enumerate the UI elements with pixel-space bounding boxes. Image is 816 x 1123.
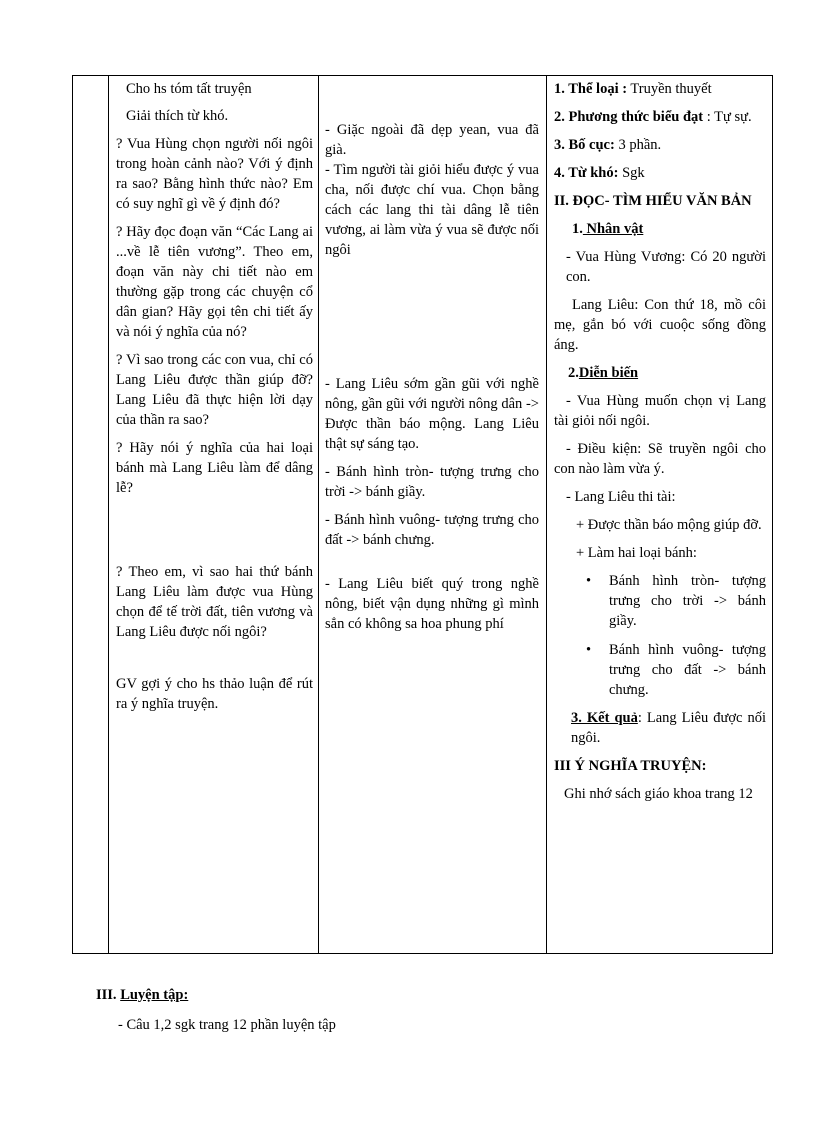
question-3: ? Vì sao trong các con vua, chỉ có Lang Liêu được thần giúp đỡ? Lang Liêu đã thực hiện lời dạy của thần ra sao? <box>116 352 313 428</box>
teacher-activity-column <box>109 76 319 954</box>
question-1: ? Vua Hùng chọn người nối ngôi trong hoàn cảnh nào? Với ý định ra sao? Bằng hình thức nào? Em có suy nghĩ gì về ý định đó? <box>116 136 313 212</box>
question-4: ? Hãy nói ý nghĩa của hai loại bánh mà Lang Liêu làm để dâng lễ? <box>116 440 313 496</box>
practice-section <box>96 985 776 1035</box>
characters-heading: 1. Nhân vật <box>572 221 644 237</box>
answer-5: - Bánh hình vuông- tượng trưng cho đất -> bánh chưng. <box>325 512 539 548</box>
cake-list-item: • Bánh hình vuông- tượng trưng cho đất -> bánh chưng. <box>586 642 766 698</box>
activity-vocab: Giải thích từ khó. <box>126 108 229 124</box>
activity-summary: Cho hs tóm tất truyện <box>126 81 252 97</box>
question-2: ? Hãy đọc đoạn văn “Các Lang ai ...về lễ tiên vương”. Theo em, đoạn văn này chi tiết nào em thường gặp trong các chuyện cổ dân gian? Hãy gọi tên chi tiết ấy và nói ý nghĩa của nó? <box>116 224 313 340</box>
events-line-3: - Lang Liêu thi tài: <box>566 489 676 505</box>
events-line-4: + Được thần báo mộng giúp đỡ. <box>576 517 762 533</box>
blank-column <box>73 76 109 954</box>
events-line-2: - Điều kiện: Sẽ truyền ngôi cho con nào làm vừa ý. <box>554 441 766 477</box>
practice-line: - Câu 1,2 sgk trang 12 phần luyện tập <box>118 1017 336 1033</box>
structure-line: 3. Bố cục: 3 phần. <box>554 137 662 153</box>
section-3-text: Ghi nhớ sách giáo khoa trang 12 <box>564 786 753 802</box>
events-heading: 2.Diễn biến <box>568 365 639 381</box>
cake-list <box>554 571 766 700</box>
practice-heading: III. Luyện tập: <box>96 987 189 1003</box>
characters-line-2: Lang Liêu: Con thứ 18, mồ côi mẹ, gắn bó với cuoộc sống đồng áng. <box>554 297 766 353</box>
vocab-line: 4. Từ khó: Sgk <box>554 165 645 181</box>
content-column <box>547 76 773 954</box>
answer-4: - Bánh hình tròn- tượng trưng cho trời -> bánh giầy. <box>325 464 539 500</box>
answer-1: - Giặc ngoài đã dẹp yean, vua đã già. <box>325 122 539 158</box>
genre-line: 1. Thể loại : Truyền thuyết <box>554 81 712 97</box>
events-line-1: - Vua Hùng muốn chọn vị Lang tài giỏi nối ngôi. <box>554 393 766 429</box>
answer-3: - Lang Liêu sớm gần gũi với nghề nông, gần gũi với người nông dân -> Được thần báo mộng. Lang Liêu thật sự sáng tạo. <box>325 376 539 452</box>
answer-6: - Lang Liêu biết quý trong nghề nông, biết vận dụng những gì mình sẳn có không sa hoa phung phí <box>325 576 539 632</box>
student-activity-column <box>319 76 547 954</box>
characters-line-1: - Vua Hùng Vương: Có 20 người con. <box>566 249 766 285</box>
answer-2: - Tìm người tài giỏi hiểu được ý vua cha, nối được chí vua. Chọn bằng cách các lang thi tài dâng lễ tiên vương, ai làm vừa ý vua sẽ được nối ngôi <box>325 162 539 258</box>
section-3-heading: III Ý NGHĨA TRUYỆN: <box>554 758 707 774</box>
expression-line: 2. Phương thức biểu đạt : Tự sự. <box>554 109 752 125</box>
result-line: 3. Kết quả: Lang Liêu được nối ngôi. <box>571 710 767 746</box>
lesson-table <box>72 75 773 954</box>
bullet-icon: • <box>586 573 592 589</box>
bullet-icon: • <box>586 642 592 658</box>
question-5: ? Theo em, vì sao hai thứ bánh Lang Liêu làm được vua Hùng chọn để tế trời đất, tiên vương và Lang Liêu được nối ngôi? <box>116 564 313 640</box>
events-line-5: + Làm hai loại bánh: <box>576 545 697 561</box>
cake-list-item: • Bánh hình tròn- tượng trưng cho trời -> bánh giầy. <box>586 573 766 629</box>
section-2-heading: II. ĐỌC- TÌM HIỂU VĂN BẢN <box>554 193 752 209</box>
lesson-row <box>73 76 773 954</box>
discussion-note: GV gợi ý cho hs thảo luận để rút ra ý nghĩa truyện. <box>116 676 313 712</box>
